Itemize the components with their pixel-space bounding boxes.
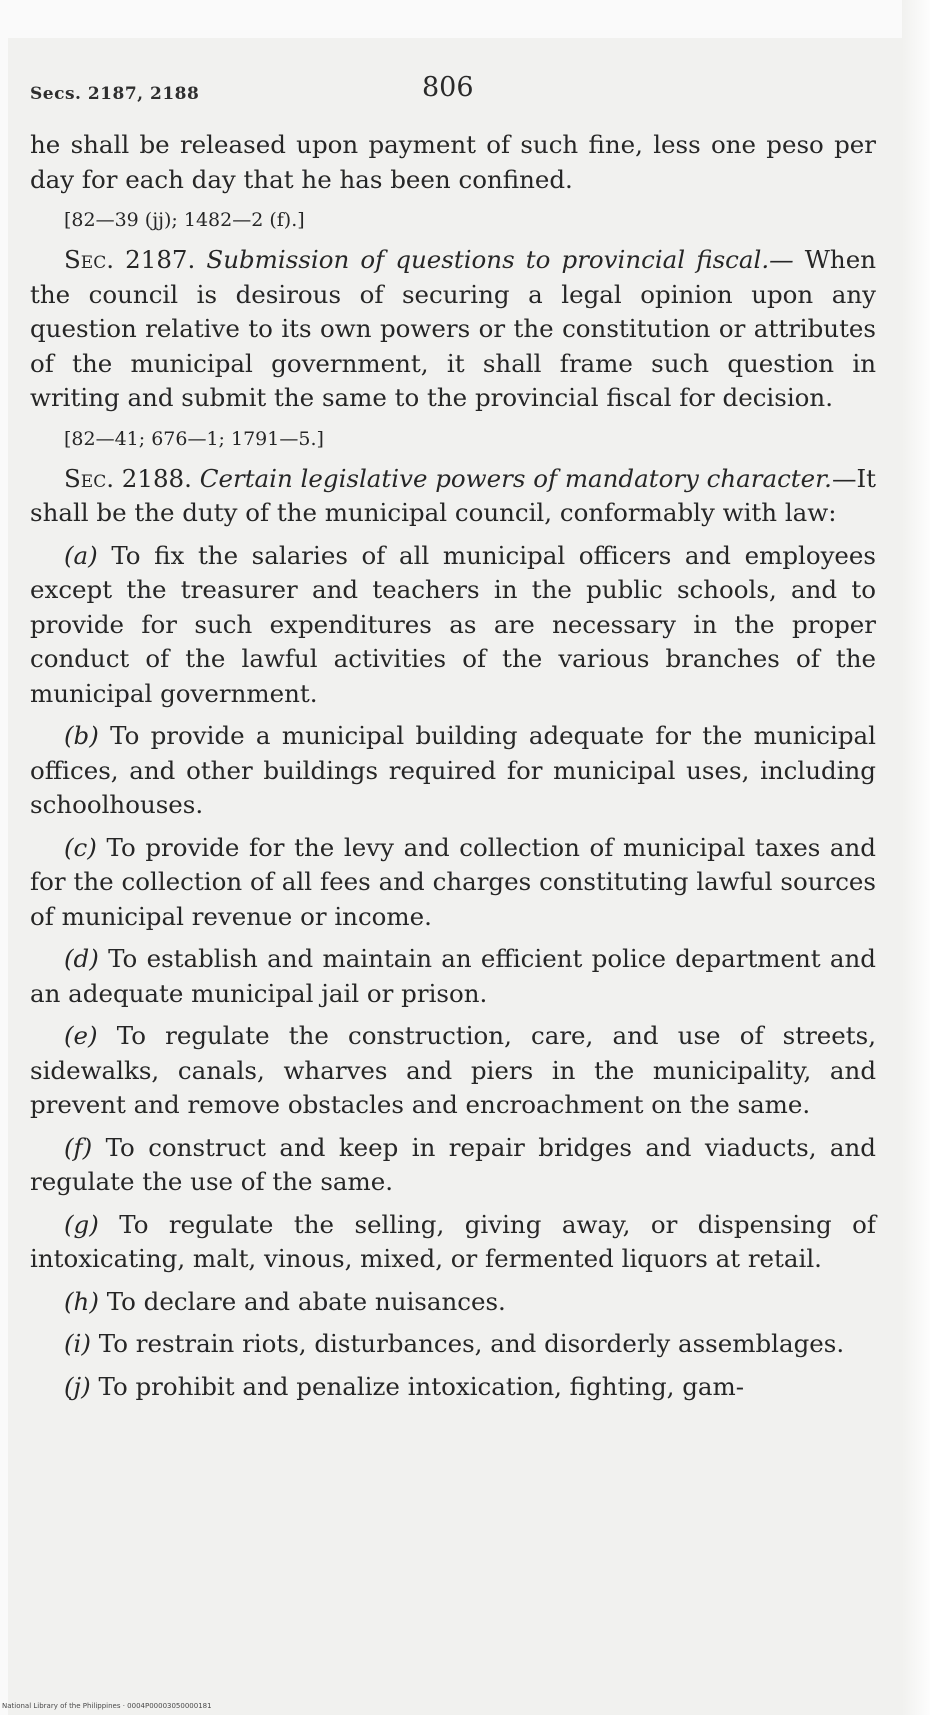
list-item-a xyxy=(30,539,876,712)
list-item-e xyxy=(30,1019,876,1123)
citation-1: [82—39 (jj); 1482—2 (f).] xyxy=(64,209,305,231)
item-marker: (g) xyxy=(64,1209,99,1239)
item-text: To establish and maintain an efficient police department and an adequate municipal jail or prison. xyxy=(30,944,876,1008)
page-header xyxy=(30,72,870,112)
item-text: To provide a municipal building adequate for the municipal offices, and other buildings required for municipal uses, including schoolhouses. xyxy=(30,721,876,819)
list-item-c xyxy=(30,831,876,935)
item-text: To fix the salaries of all municipal officers and employees except the treasurer and teachers in the public schools, and to provide for such expenditures as are necessary in the proper conduct of the lawful activities of the various branches of the municipal government. xyxy=(30,540,876,708)
item-text: To provide for the levy and collection of municipal taxes and for the collection of all fees and charges constituting lawful sources of municipal revenue or income. xyxy=(30,832,876,931)
item-text: To construct and keep in repair bridges and viaducts, and regulate the use of the same. xyxy=(30,1132,876,1196)
list-item-j xyxy=(30,1370,876,1405)
item-text: To restrain riots, disturbances, and disorderly assemblages. xyxy=(98,1329,845,1358)
item-marker: (d) xyxy=(64,944,99,973)
scan-footer: National Library of the Philippines · 0004P00003050000181 xyxy=(2,1702,212,1710)
list-item-h xyxy=(30,1285,876,1320)
scan-right-margin xyxy=(902,0,930,1715)
page-number: 806 xyxy=(422,72,474,103)
section-number: 2188. xyxy=(121,463,192,493)
item-marker: (h) xyxy=(64,1286,99,1316)
list-item-d xyxy=(30,942,876,1011)
section-2187 xyxy=(30,243,876,416)
item-text: To regulate the selling, giving away, or dispensing of intoxicating, malt, vinous, mixed, or fermented liquors at retail. xyxy=(30,1209,876,1273)
page-body xyxy=(30,128,876,1412)
item-marker: (i) xyxy=(64,1329,91,1358)
item-marker: (j) xyxy=(64,1371,91,1401)
item-marker: (b) xyxy=(64,721,99,750)
item-marker: (f) xyxy=(64,1132,93,1162)
section-label: Sec. xyxy=(64,245,114,274)
list-item-i xyxy=(30,1327,876,1362)
item-text: To regulate the construction, care, and use of streets, sidewalks, canals, wharves and piers in the municipality, and prevent and remove obstacles and encroachment on the same. xyxy=(30,1021,876,1119)
citation-2: [82—41; 676—1; 1791—5.] xyxy=(64,427,324,450)
section-title: Certain legislative powers of mandatory character. xyxy=(199,463,832,493)
item-marker: (c) xyxy=(64,832,97,862)
section-reference: Secs. 2187, 2188 xyxy=(30,84,200,104)
item-text: To prohibit and penalize intoxication, fighting, gam- xyxy=(98,1371,744,1401)
list-item-b xyxy=(30,719,876,823)
section-2188 xyxy=(30,462,876,531)
paragraph-continuation: he shall be released upon payment of such fine, less one peso per day for each day that he has been confined. xyxy=(30,130,876,194)
section-title: Submission of questions to provincial fiscal.— xyxy=(206,245,794,274)
item-marker: (e) xyxy=(64,1021,98,1050)
section-label: Sec. xyxy=(64,463,114,493)
section-text: —It shall be the duty of the municipal council, conformably with law: xyxy=(30,463,876,527)
list-item-f xyxy=(30,1131,876,1200)
item-marker: (a) xyxy=(64,540,98,570)
list-item-g xyxy=(30,1208,876,1277)
section-text: When the council is desirous of securing a legal opinion upon any question relative to its own powers or the constitution or attributes of the municipal government, it shall frame such question in writing and submit the same to the provincial fiscal for decision. xyxy=(30,245,876,412)
scan-left-margin xyxy=(0,0,8,1715)
section-number: 2187. xyxy=(125,245,196,274)
item-text: To declare and abate nuisances. xyxy=(106,1286,506,1316)
scan-top-margin xyxy=(0,0,930,38)
